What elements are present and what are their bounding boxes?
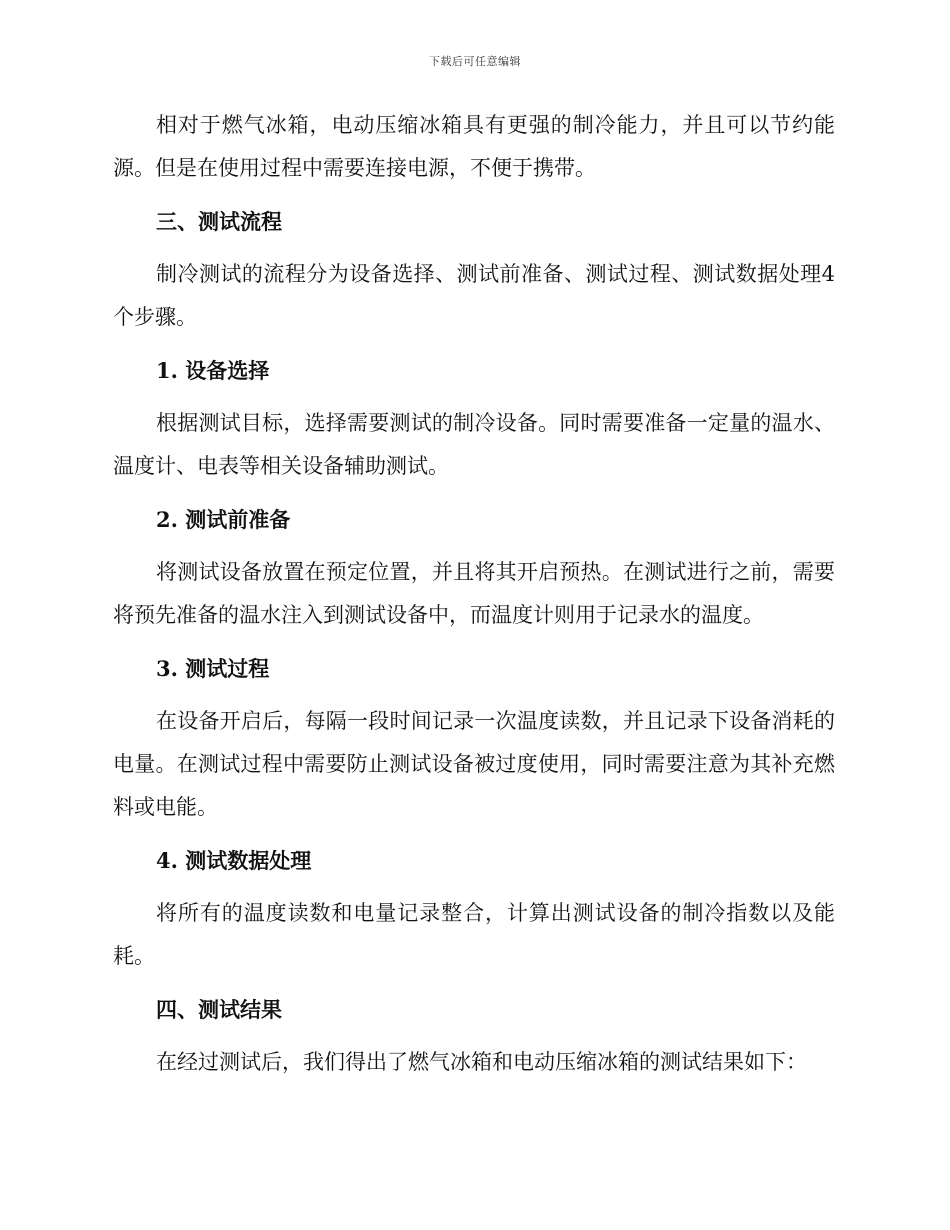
paragraph-data-processing: 将所有的温度读数和电量记录整合，计算出测试设备的制冷指数以及能耗。 [113, 901, 835, 968]
document-body [113, 104, 835, 1084]
paragraph-testing-process: 在设备开启后，每隔一段时间记录一次温度读数，并且记录下设备消耗的电量。在测试过程中需要防止测试设备被过度使用，同时需要注意为其补充燃料或电能。 [113, 709, 835, 819]
page-header: 下载后可任意编辑 [429, 55, 521, 68]
paragraph-gas-vs-electric: 相对于燃气冰箱，电动压缩冰箱具有更强的制冷能力，并且可以节约能源。但是在使用过程中需要连接电源，不便于携带。 [113, 113, 835, 180]
paragraph-equipment-selection: 根据测试目标，选择需要测试的制冷设备。同时需要准备一定量的温水、温度计、电表等相关设备辅助测试。 [113, 411, 835, 478]
heading-equipment-selection: 1. 设备选择 [156, 358, 270, 383]
heading-test-process: 三、测试流程 [156, 209, 282, 234]
paragraph-process-overview: 制冷测试的流程分为设备选择、测试前准备、测试过程、测试数据处理4个步骤。 [113, 262, 835, 329]
heading-data-processing: 4. 测试数据处理 [156, 848, 312, 873]
heading-pre-test-preparation: 2. 测试前准备 [156, 507, 291, 532]
heading-test-results: 四、测试结果 [156, 997, 282, 1022]
paragraph-pre-test-preparation: 将测试设备放置在预定位置，并且将其开启预热。在测试进行之前，需要将预先准备的温水注入到测试设备中，而温度计则用于记录水的温度。 [113, 560, 835, 627]
heading-testing-process: 3. 测试过程 [156, 656, 270, 681]
paragraph-test-results: 在经过测试后，我们得出了燃气冰箱和电动压缩冰箱的测试结果如下： [156, 1050, 807, 1074]
